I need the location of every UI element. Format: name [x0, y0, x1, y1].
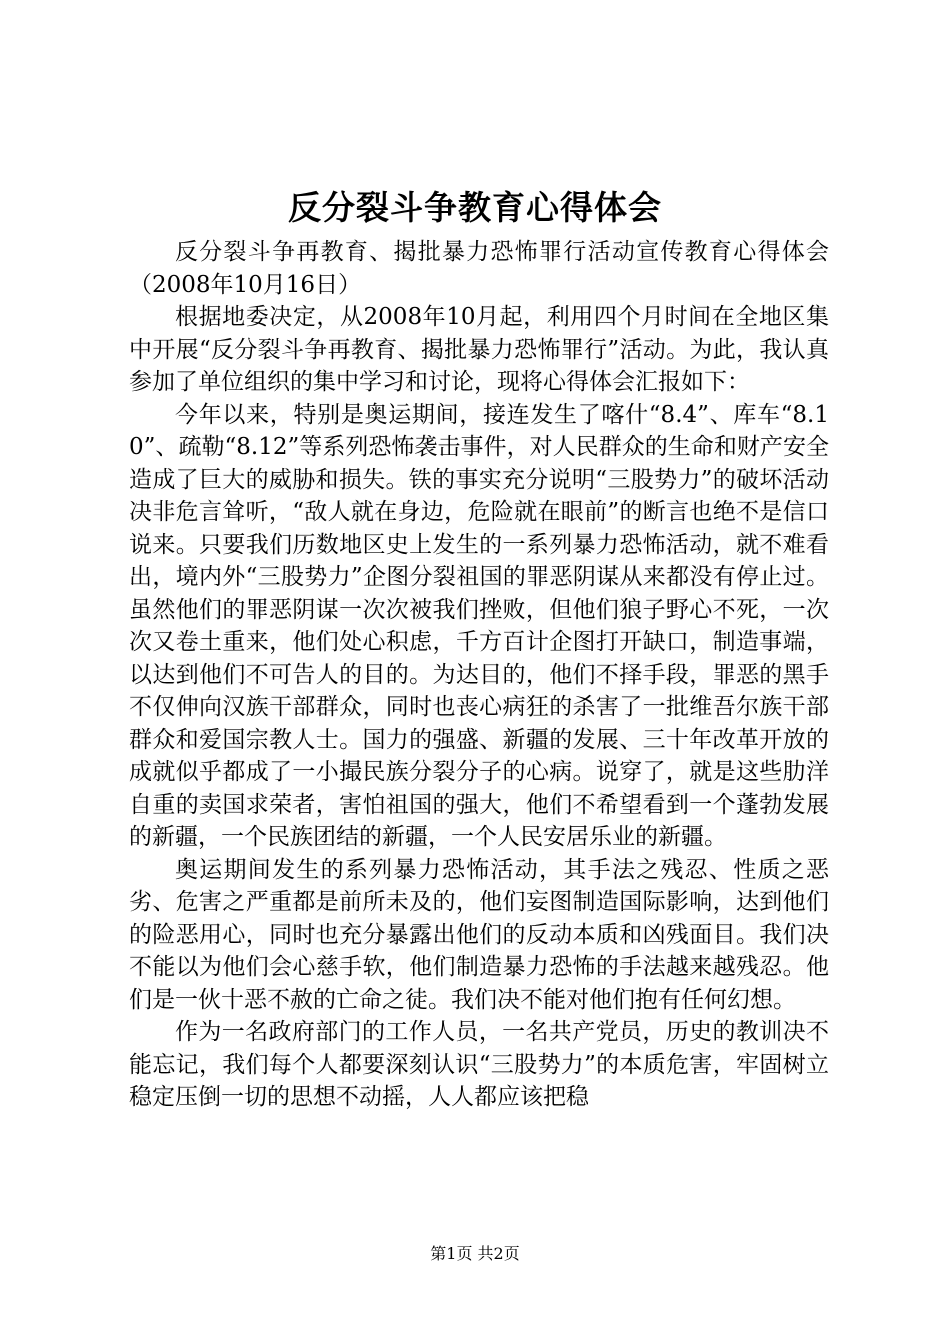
paragraph-subtitle: 反分裂斗争再教育、揭批暴力恐怖罪行活动宣传教育心得体会（2008年10月16日） [129, 239, 829, 298]
document-title: 反分裂斗争教育心得体会 [288, 188, 662, 227]
document-body [129, 236, 829, 1114]
paragraph-olympics: 奥运期间发生的系列暴力恐怖活动，其手法之残忍、性质之恶劣、危害之严重都是前所未及的，他们妄图制造国际影响，达到他们的险恶用心，同时也充分暴露出他们的反动本质和凶残面目。我们决不能以为他们会心慈手软，他们制造暴力恐怖的手法越来越残忍。他们是一伙十恶不赦的亡命之徒。我们决不能对他们抱有任何幻想。 [129, 856, 829, 1013]
paragraph-events: 今年以来，特别是奥运期间，接连发生了喀什“8.4”、库车“8.10”、疏勒“8.12”等系列恐怖袭击事件，对人民群众的生命和财产安全造成了巨大的威胁和损失。铁的事实充分说明“三股势力”的破坏活动决非危言耸听，“敌人就在身边，危险就在眼前”的断言也绝不是信口说来。只要我们历数地区史上发生的一系列暴力恐怖活动，就不难看出，境内外“三股势力”企图分裂祖国的罪恶阴谋从来都没有停止过。虽然他们的罪恶阴谋一次次被我们挫败，但他们狼子野心不死，一次次又卷土重来，他们处心积虑，千方百计企图打开缺口，制造事端，以达到他们不可告人的目的。为达目的，他们不择手段，罪恶的黑手不仅伸向汉族干部群众，同时也丧心病狂的杀害了一批维吾尔族干部群众和爱国宗教人士。国力的强盛、新疆的发展、三十年改革开放的成就似乎都成了一小撮民族分裂分子的心病。说穿了，就是这些肋洋自重的卖国求荣者，害怕祖国的强大，他们不希望看到一个蓬勃发展的新疆，一个民族团结的新疆，一个人民安居乐业的新疆。 [129, 401, 829, 850]
paragraph-intro: 根据地委决定，从2008年10月起，利用四个月时间在全地区集中开展“反分裂斗争再教育、揭批暴力恐怖罪行”活动。为此，我认真参加了单位组织的集中学习和讨论，现将心得体会汇报如下： [129, 304, 829, 395]
paragraph-duty: 作为一名政府部门的工作人员，一名共产党员，历史的教训决不能忘记，我们每个人都要深刻认识“三股势力”的本质危害，牢固树立稳定压倒一切的思想不动摇，人人都应该把稳 [129, 1019, 829, 1110]
page-footer: 第1页 共2页 [430, 1244, 520, 1263]
